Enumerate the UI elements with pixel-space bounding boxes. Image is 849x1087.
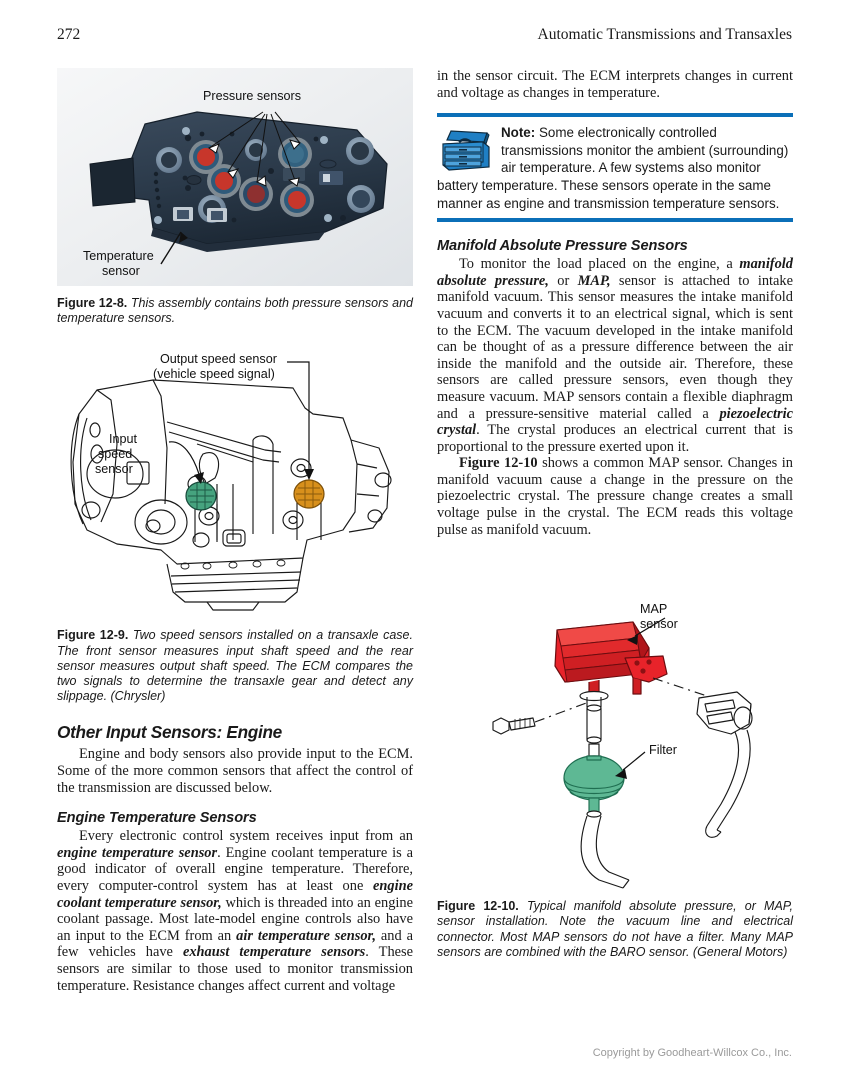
- map-sensor-exploded-art: [437, 600, 793, 895]
- term-piezoelectric-crystal: piezoelectric crystal: [437, 405, 793, 439]
- callout-temperature-sensor-line1: Temperature: [83, 249, 154, 263]
- figure-12-10-caption-text: Typical manifold absolute pressure, or MAP, sensor installation. Note the vacuum line and electrical connector. Most MAP sensors do not have a filter. Many MAP sensors are combined with the BARO sensor. (General Motors): [437, 899, 793, 959]
- text-run: sensor is attached to intake manifold vacuum. This sensor measures the intake manifold vacuum and converts it to an electrical signal, which is sent to the ECM. The vacuum developed in the intake manifold can be thought of as a pressure difference between the air inside the manifold and the outside air. Therefore, these sensors are called pressure sensors, even though they measure vacuum. MAP sensors contain a flexible diaphragm and a pressure-sensitive material called a: [437, 272, 793, 422]
- text-run: and a few vehicles have: [57, 927, 413, 961]
- paragraph-continued: in the sensor circuit. The ECM interprets changes in current and voltage as changes in temperature.: [437, 68, 793, 101]
- term-map: MAP,: [577, 272, 611, 289]
- term-exhaust-temperature-sensors: exhaust temperature sensors: [182, 944, 366, 961]
- term-engine-coolant-temperature-sensor: engine coolant temperature sensor,: [57, 877, 413, 911]
- text-run: To monitor the load placed on the engine, a: [459, 256, 740, 273]
- toolbox-icon: [439, 126, 493, 172]
- term-air-temperature-sensor: air temperature sensor,: [236, 927, 376, 944]
- page-number: 272: [57, 26, 81, 43]
- figure-12-9-caption-text: Two speed sensors installed on a transaxle case. The front sensor measures input shaft speed and the rear sensor measures output shaft speed. The ECM compares the two signals to determine the transaxle gear and detect any slippage. (Chrysler): [57, 628, 413, 704]
- paragraph-engine-temperature: [57, 828, 413, 994]
- text-run: which is threaded into an engine coolant passage. Most late-model engine controls also have an input to the ECM from an: [57, 894, 413, 944]
- subheading-engine-temperature-sensors: Engine Temperature Sensors: [57, 810, 257, 827]
- figure-12-8-caption: [57, 296, 413, 326]
- figure-12-9-caption: [57, 628, 413, 704]
- right-column: [437, 68, 793, 960]
- running-title: Automatic Transmissions and Transaxles: [537, 26, 792, 43]
- figure-12-9: [57, 344, 413, 704]
- figure-12-8: [57, 68, 413, 326]
- transaxle-case-line-art: [57, 344, 413, 614]
- subheading-manifold-absolute-pressure: Manifold Absolute Pressure Sensors: [437, 238, 688, 255]
- figure-12-10-art: [437, 600, 793, 895]
- left-column: [57, 68, 413, 994]
- text-run: . Engine coolant temperature is a good indicator of overall engine temperature. Therefore, every computer-control system has at least one: [57, 844, 413, 894]
- copyright-notice: Copyright by Goodheart-Willcox Co., Inc.: [592, 1047, 792, 1059]
- callout-map-sensor-line2: sensor: [640, 617, 678, 632]
- callout-input-speed-sensor-line1: Input: [109, 432, 138, 447]
- note-body: Some electronically controlled transmissions monitor the ambient (surrounding) air temperature. A few systems also monitor battery temperature. These sensors operate in the same manner as engine and transmission temperature sensors.: [437, 125, 789, 211]
- figure-12-8-caption-label: Figure 12-8.: [57, 296, 128, 310]
- text-run: shows a common MAP sensor. Changes in manifold vacuum cause a change in the pressure on the piezoelectric crystal. The pressure change creates a small voltage pulse in the crystal. The ECM reads this voltage pulse as manifold vacuum.: [437, 455, 793, 538]
- paragraph-engine-body-sensors: Engine and body sensors also provide input to the ECM. Some of the more common sensors that affect the control of the transmission are discussed below.: [57, 746, 413, 796]
- callout-output-speed-sensor-line2: (vehicle speed signal): [153, 367, 275, 382]
- callout-input-speed-sensor-line3: sensor: [95, 462, 133, 477]
- callout-output-speed-sensor-line1: Output speed sensor: [160, 352, 277, 367]
- paragraph-map-sensors: [437, 256, 793, 455]
- figure-12-8-photo: [57, 68, 413, 286]
- figure-12-10-caption-label: Figure 12-10.: [437, 899, 519, 914]
- figure-12-9-caption-label: Figure 12-9.: [57, 628, 129, 643]
- paragraph-figure-reference: [437, 455, 793, 538]
- note-box: [437, 113, 793, 222]
- callout-temperature-sensor-line2: sensor: [102, 264, 140, 278]
- text-run: Every electronic control system receives input from an: [79, 828, 413, 845]
- callout-map-sensor-line1: MAP: [640, 602, 668, 617]
- text-run: . These sensors are similar to those used to monitor transmission temperature. Resistance changes affect current and voltage: [57, 944, 414, 994]
- text-run: or: [548, 272, 578, 289]
- running-head: [57, 26, 792, 48]
- figure-reference-label: Figure 12-10: [459, 455, 538, 472]
- callout-filter: Filter: [649, 743, 677, 758]
- callout-pressure-sensors: Pressure sensors: [203, 89, 301, 103]
- heading-other-input-sensors: Other Input Sensors: Engine: [57, 722, 282, 743]
- figure-12-10-caption: [437, 899, 793, 960]
- term-engine-temperature-sensor: engine temperature sensor: [57, 844, 218, 861]
- figure-12-9-art: [57, 344, 413, 614]
- figure-12-10: [437, 600, 793, 960]
- term-manifold-absolute-pressure: manifold absolute pressure,: [437, 256, 793, 289]
- note-label: Note:: [501, 125, 536, 141]
- text-run: . The crystal produces an electrical current that is proportional to the pressure exerted upon it.: [437, 422, 793, 455]
- callout-input-speed-sensor-line2: speed: [98, 447, 133, 462]
- figure-12-8-caption-text: This assembly contains both pressure sensors and temperature sensors.: [57, 296, 413, 326]
